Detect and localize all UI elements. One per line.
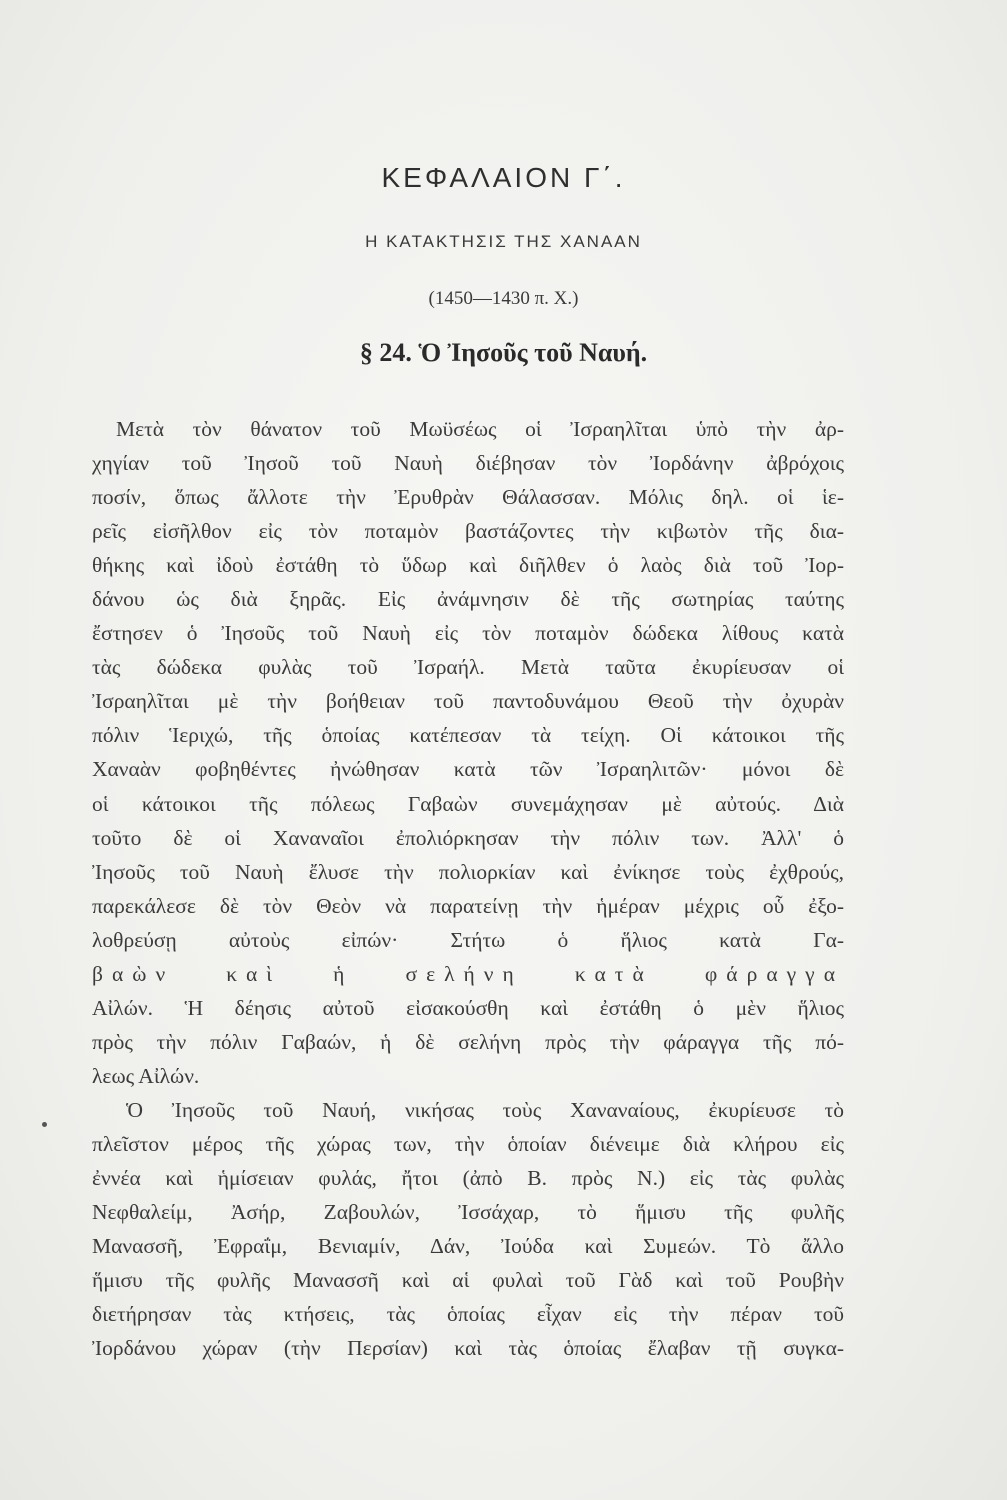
text-line: ἥμισυ τῆς φυλῆς Μανασσῆ καὶ αἱ φυλαὶ τοῦ Γὰδ καὶ τοῦ Ρουβὴν (92, 1268, 844, 1293)
text-line: Νεφθαλείμ, Ἀσήρ, Ζαβουλών, Ἰσσάχαρ, τὸ ἥμισυ τῆς φυλῆς (92, 1200, 844, 1225)
text-line: οἱ κάτοικοι τῆς πόλεως Γαβαὼν συνεμάχησαν μὲ αὐτούς. Διὰ (92, 791, 844, 816)
text-line: πλεῖστον μέρος τῆς χώρας των, τὴν ὁποίαν διένειμε διὰ κλήρου εἰς (92, 1131, 844, 1156)
text-line-spaced: βαὼν καὶ ἡ σελήνη κατὰ φάραγγα (92, 961, 844, 986)
text-line: θήκης καὶ ἰδοὺ ἐστάθη τὸ ὕδωρ καὶ διῆλθεν ὁ λαὸς διὰ τοῦ Ἰορ- (92, 553, 844, 578)
text-line: Ὁ Ἰησοῦς τοῦ Ναυή, νικήσας τοὺς Χαναναίους, ἐκυρίευσε τὸ (126, 1097, 844, 1122)
text-line: ἐννέα καὶ ἡμίσειαν φυλάς, ἤτοι (ἀπὸ Β. πρὸς Ν.) εἰς τὰς φυλὰς (92, 1166, 844, 1191)
text-line: λοθρεύσῃ αὐτοὺς εἰπών· Στήτω ὁ ἥλιος κατὰ Γα- (92, 927, 844, 952)
text-line: ἔστησεν ὁ Ἰησοῦς τοῦ Ναυὴ εἰς τὸν ποταμὸν δώδεκα λίθους κατὰ (92, 621, 844, 646)
section-heading: § 24. Ὁ Ἰησοῦς τοῦ Ναυή. (359, 338, 648, 367)
chapter-subtitle: Η ΚΑΤΑΚΤΗΣΙΣ ΤΗΣ ΧΑΝΑΑΝ (365, 232, 642, 251)
text-line: Ἰορδάνου χώραν (τὴν Περσίαν) καὶ τὰς ὁποίας ἔλαβαν τῇ συγκα- (92, 1336, 844, 1361)
chapter-title: ΚΕΦΑΛΑΙΟΝ Γ΄. (381, 162, 626, 193)
text-line: τοῦτο δὲ οἱ Χαναναῖοι ἐπολιόρκησαν τὴν πόλιν των. Ἀλλ' ὁ (92, 825, 844, 850)
text-line: ρεῖς εἰσῆλθον εἰς τὸν ποταμὸν βαστάζοντες τὴν κιβωτὸν τῆς δια- (92, 519, 844, 544)
text-line: ποσίν, ὅπως ἄλλοτε τὴν Ἐρυθρὰν Θάλασσαν. Μόλις δηλ. οἱ ἱε- (92, 485, 844, 510)
text-line: πόλιν Ἱεριχώ, τῆς ὁποίας κατέπεσαν τὰ τείχη. Οἱ κάτοικοι τῆς (92, 723, 844, 748)
text-line: διετήρησαν τὰς κτήσεις, τὰς ὁποίας εἶχαν εἰς τὴν πέραν τοῦ (92, 1302, 844, 1327)
text-line: Αἰλών. Ἡ δέησις αὐτοῦ εἰσακούσθη καὶ ἐστάθη ὁ μὲν ἥλιος (92, 995, 844, 1020)
chapter-dates: (1450—1430 π. Χ.) (428, 288, 579, 309)
text-line: Μανασσῆ, Ἐφραΐμ, Βενιαμίν, Δάν, Ἰούδα καὶ Συμεών. Τὸ ἄλλο (92, 1234, 844, 1259)
text-line: Ἰσραηλῖται μὲ τὴν βοήθειαν τοῦ παντοδυνάμου Θεοῦ τὴν ὀχυρὰν (92, 689, 844, 714)
text-line: τὰς δώδεκα φυλὰς τοῦ Ἰσραήλ. Μετὰ ταῦτα ἐκυρίευσαν οἱ (92, 655, 844, 680)
text-line: χηγίαν τοῦ Ἰησοῦ τοῦ Ναυὴ διέβησαν τὸν Ἰορδάνην ἀβρόχοις (92, 451, 844, 476)
text-line: Χαναὰν φοβηθέντες ἠνώθησαν κατὰ τῶν Ἰσραηλιτῶν· μόνοι δὲ (92, 757, 844, 782)
text-line: Ἰησοῦς τοῦ Ναυὴ ἔλυσε τὴν πολιορκίαν καὶ ἐνίκησε τοὺς ἐχθρούς, (92, 859, 844, 884)
text-line: Μετὰ τὸν θάνατον τοῦ Μωϋσέως οἱ Ἰσραηλῖται ὑπὸ τὴν ἀρ- (116, 417, 844, 441)
text-line: λεως Αἰλών. (92, 1063, 200, 1088)
margin-dot (42, 1122, 47, 1127)
body-text (92, 412, 844, 1365)
text-line: δάνου ὡς διὰ ξηρᾶς. Εἰς ἀνάμνησιν δὲ τῆς σωτηρίας ταύτης (92, 587, 844, 612)
text-line: πρὸς τὴν πόλιν Γαβαών, ἡ δὲ σελήνη πρὸς τὴν φάραγγα τῆς πό- (92, 1029, 844, 1054)
text-line: παρεκάλεσε δὲ τὸν Θεὸν νὰ παρατείνῃ τὴν ἡμέραν μέχρις οὗ ἐξο- (92, 893, 844, 918)
